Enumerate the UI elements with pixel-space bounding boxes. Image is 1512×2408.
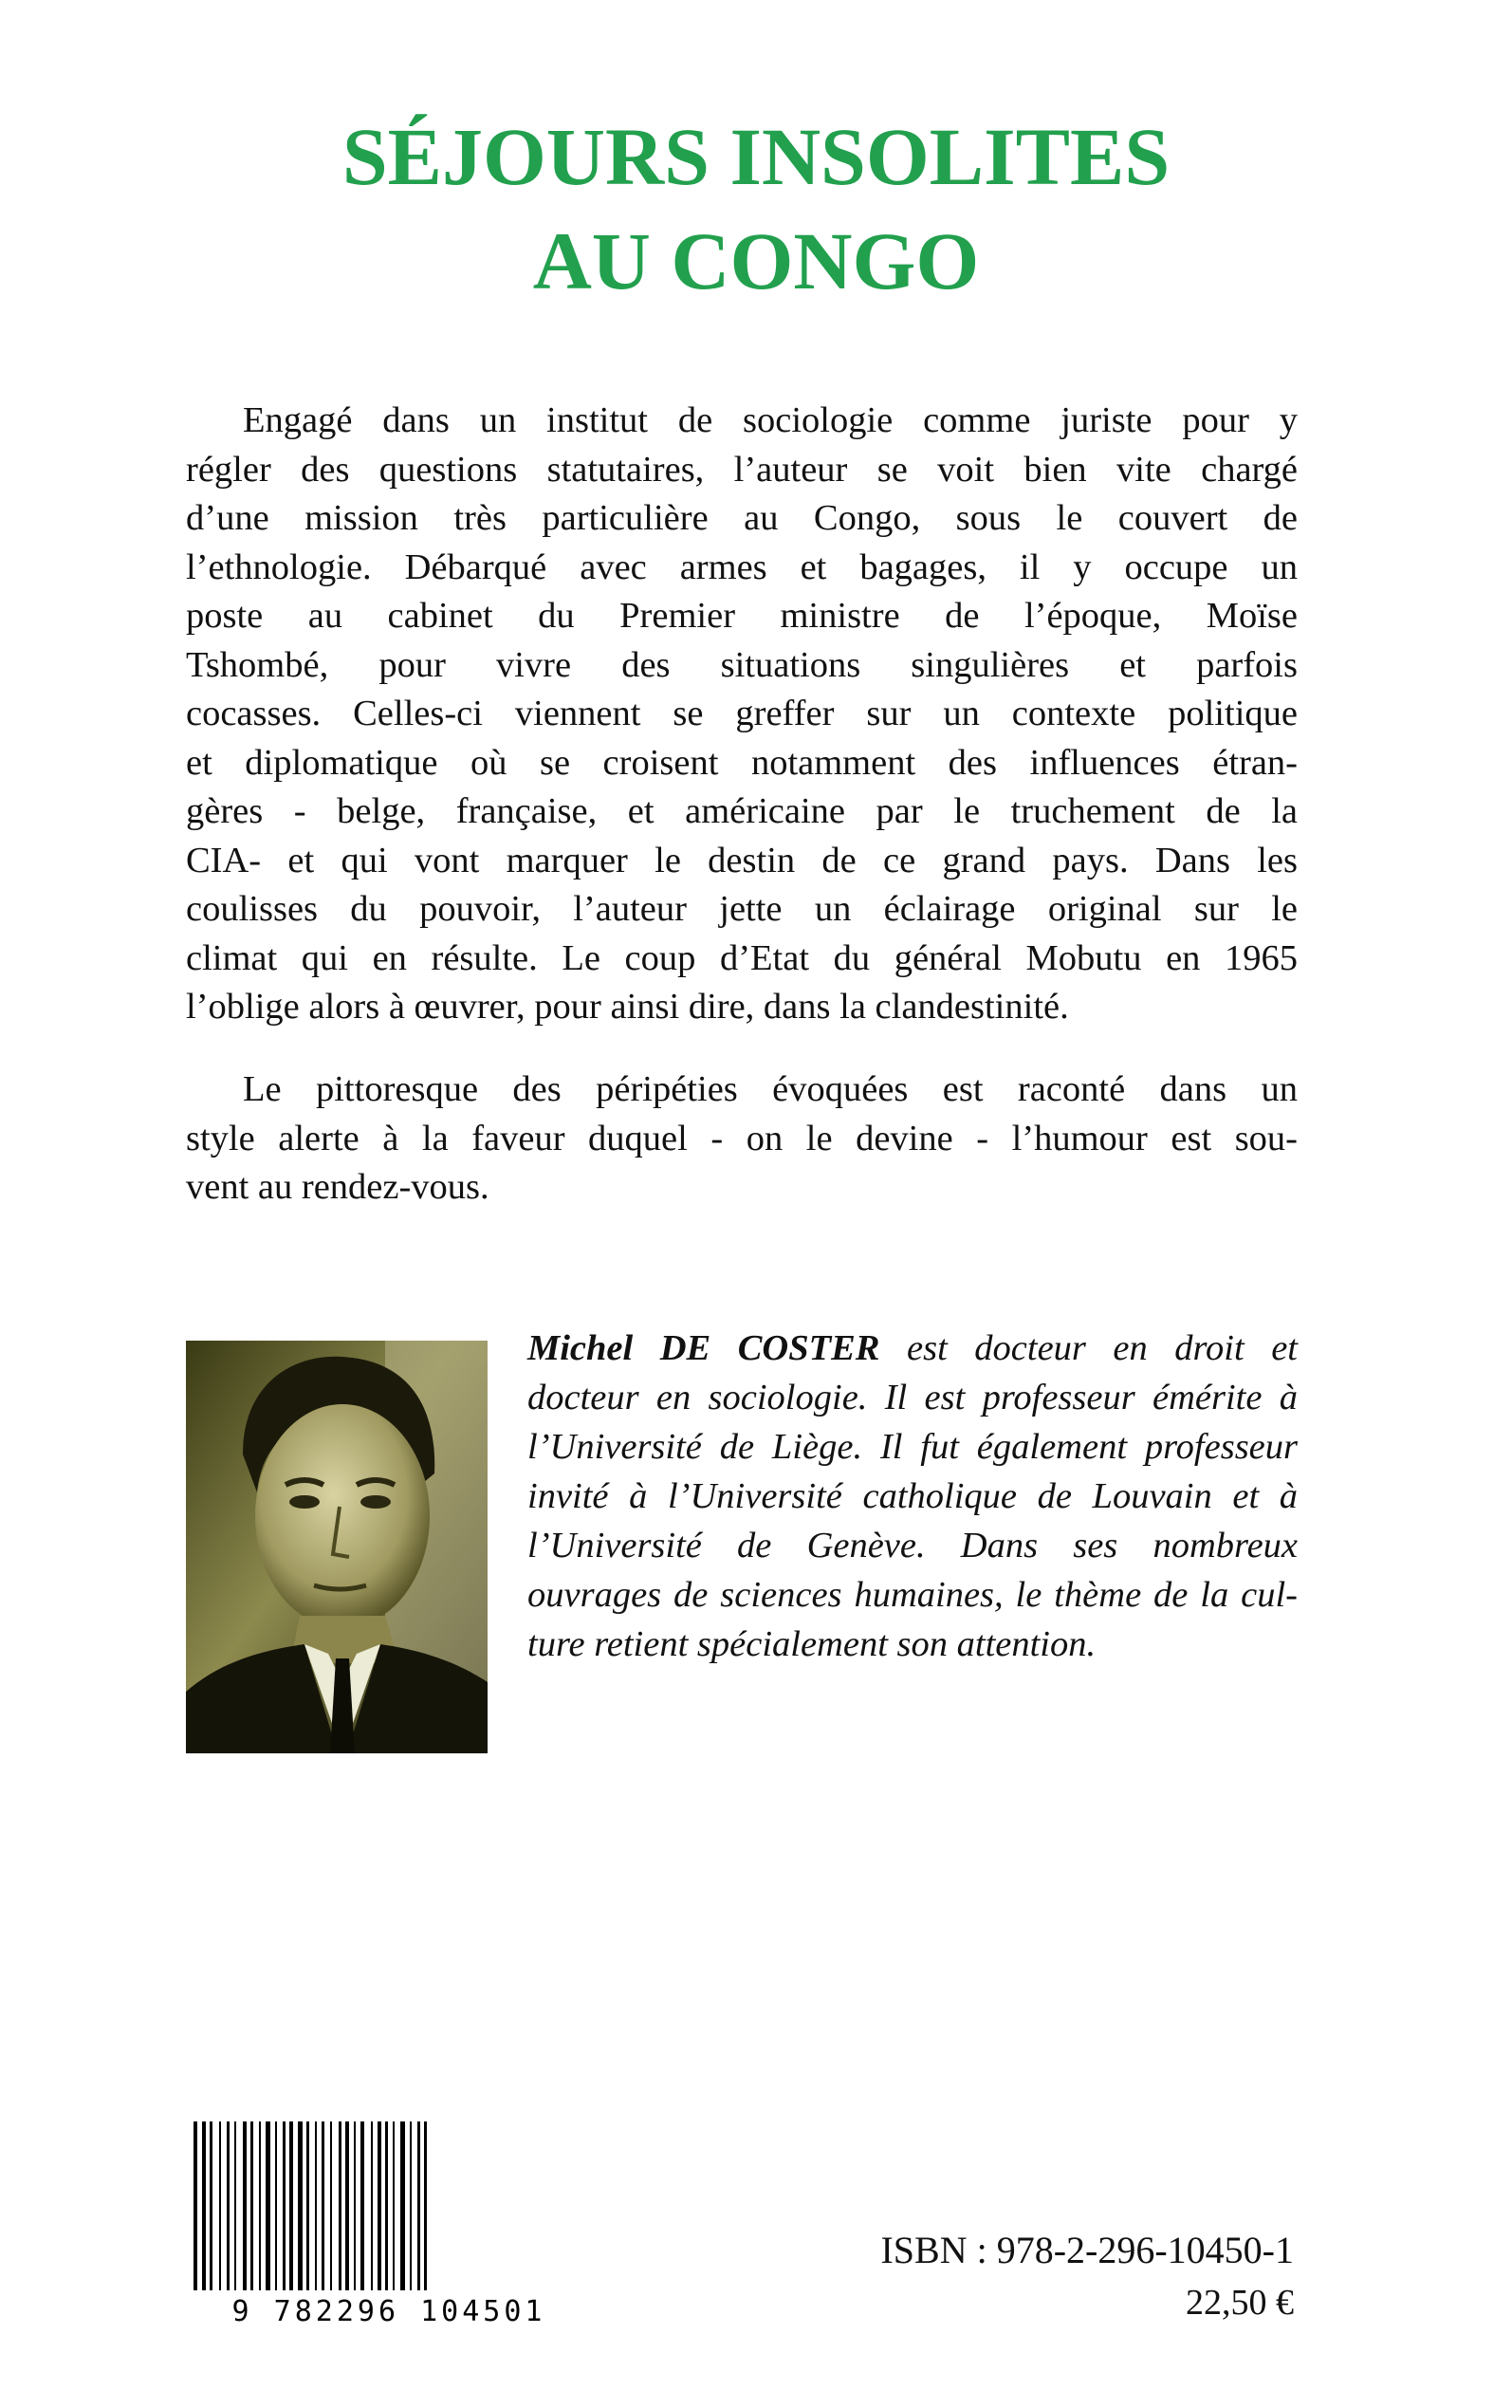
barcode-bar [219,2121,221,2290]
barcode-bar [330,2121,332,2290]
text-line: coulisses du pouvoir, l’auteur jette un éclairage original sur le [186,889,1298,929]
bio-line: l’Université de Genève. Dans ses nombreux [527,1526,1298,1565]
barcode-digits: 9 782296 104501 [231,2295,546,2328]
barcode-bar [210,2121,212,2290]
barcode-bar [345,2121,349,2290]
barcode-bar [259,2121,261,2290]
barcode-bar [298,2121,303,2290]
barcode-bar [378,2121,381,2290]
text-line: Le pittoresque des péripéties évoquées est raconté dans un [243,1069,1298,1109]
text-line: climat qui en résulte. Le coup d’Etat du général Mobutu en 1965 [186,937,1298,978]
title-line-2: AU CONGO [532,215,980,306]
synopsis-paragraph-1 [186,397,1298,1032]
text-line: Engagé dans un institut de sociologie comme juriste pour y [243,400,1298,440]
barcode-bar [354,2121,356,2290]
barcode-bar [234,2121,236,2290]
barcode-bar [393,2121,395,2290]
barcode-bar [322,2121,324,2290]
barcode-bar [202,2121,206,2290]
bio-line: l’Université de Liège. Il fut également professeur [527,1427,1298,1467]
bio-first-line: est docteur en droit et [879,1328,1298,1368]
text-line: d’une mission très particulière au Congo, sous le couvert de [186,498,1298,538]
barcode-bar [400,2121,405,2290]
text-line: cocasses. Celles-ci viennent se greffer sur un contexte politique [186,694,1298,733]
text-line: gères - belge, française, et américaine par le truchement de la [186,791,1298,831]
book-title [0,104,1512,313]
text-line: régler des questions statutaires, l’auteur se voit bien vite chargé [186,449,1298,490]
author-name: Michel DE COSTER [527,1328,880,1368]
synopsis-paragraph-2 [186,1065,1298,1213]
barcode-graphic [186,2118,592,2328]
text-line: style alerte à la faveur duquel - on le devine - l’humour est sou- [186,1118,1298,1158]
barcode-bar [339,2121,341,2290]
bio-line: ouvrages de sciences humaines, le thème de la cul- [527,1575,1298,1615]
barcode-bar [371,2121,373,2290]
isbn: ISBN : 978-2-296-10450-1 [880,2229,1294,2271]
bio-line: ture retient spécialement son attention. [527,1624,1097,1664]
barcode-bar [250,2121,253,2290]
barcode-bar [243,2121,247,2290]
text-line: l’oblige alors à œuvrer, pour ainsi dire, dans la clandestinité. [186,987,1069,1027]
bio-line: invité à l’Université catholique de Louvain et à [527,1476,1298,1516]
text-line: vent au rendez-vous. [186,1167,489,1207]
price: 22,50 € [1186,2283,1294,2323]
barcode-bar [275,2121,277,2290]
text-line: poste au cabinet du Premier ministre de l’époque, Moïse [186,596,1298,636]
bio-line: docteur en sociologie. Il est professeur émérite à [527,1378,1298,1417]
barcode-bar [424,2121,427,2290]
barcode-bar [283,2121,286,2290]
text-line: Tshombé, pour vivre des situations singulières et parfois [186,644,1298,685]
barcode-bar [315,2121,317,2290]
barcode-bar [410,2121,412,2290]
barcode-bar [289,2121,293,2290]
barcode-bar [306,2121,309,2290]
author-photo [186,1341,488,1753]
title-line-1: SÉJOURS INSOLITES [341,111,1171,202]
barcode-bar [194,2121,197,2290]
text-line: et diplomatique où se croisent notamment des influences étran- [186,742,1298,783]
bio-line [527,1324,1298,1373]
barcode [186,2118,592,2328]
barcode-bar [360,2121,364,2290]
barcode-bar [385,2121,388,2290]
text-line: l’ethnologie. Débarqué avec armes et bagages, il y occupe un [186,546,1298,587]
barcode-bar [417,2121,420,2290]
text-line: CIA- et qui vont marquer le destin de ce grand pays. Dans les [186,840,1298,880]
author-bio [527,1324,1298,1669]
barcode-bar [227,2121,230,2290]
barcode-bar [266,2121,270,2290]
